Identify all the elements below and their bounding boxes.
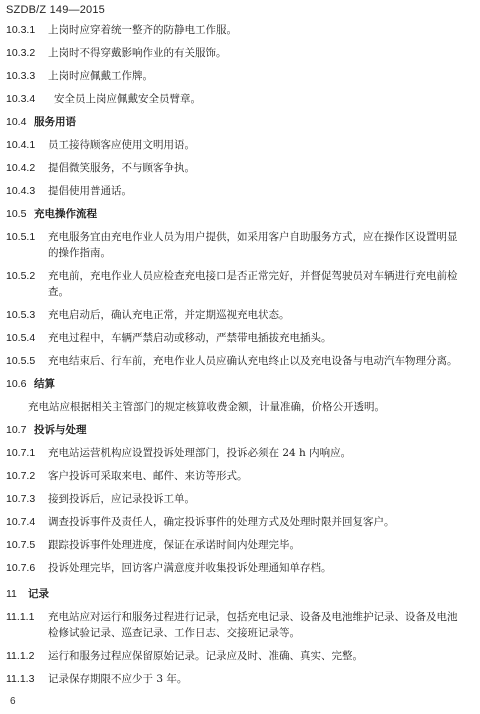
clause-text: 充电服务宜由充电作业人员为用户提供，如采用客户自助服务方式，应在操作区设置明显的操作指南。: [48, 231, 458, 259]
clause-number: 10.7.4: [6, 516, 36, 528]
clause-text: 充电前，充电作业人员应检查充电接口是否正常完好，并督促驾驶员对车辆进行充电前检查。: [48, 270, 458, 298]
clause-number: 10.3.3: [6, 70, 36, 82]
clause-text: 提倡使用普通话。: [48, 185, 132, 197]
standard-code-header: SZDB/Z 149—2015: [6, 4, 105, 16]
clause-10-7-5: [6, 537, 466, 553]
clause-10-5-1: [6, 229, 466, 261]
settlement-paragraph: 充电站应根据相关主管部门的规定核算收费金额，计量准确，价格公开透明。: [28, 401, 385, 413]
section-heading-10-6: [6, 376, 466, 392]
section-number: 10.6: [6, 378, 27, 390]
clause-number: 10.5.2: [6, 270, 36, 282]
clause-text: 上岗时不得穿戴影响作业的有关服饰。: [48, 47, 227, 59]
clause-number: 10.5.1: [6, 231, 36, 243]
clause-10-7-6: [6, 560, 466, 576]
clause-number: 10.5.4: [6, 332, 36, 344]
clause-text: 客户投诉可采取来电、邮件、来访等形式。: [48, 470, 248, 482]
section-heading-11: [6, 586, 466, 602]
clause-text: 充电结束后、行车前，充电作业人员应确认充电终止以及充电设备与电动汽车物理分离。: [48, 355, 458, 367]
section-heading-10-4: [6, 114, 466, 130]
clause-text: 投诉处理完毕，回访客户满意度并收集投诉处理通知单存档。: [48, 562, 332, 574]
clause-10-4-1: [6, 137, 466, 153]
clause-text: 充电站应对运行和服务过程进行记录，包括充电记录、设备及电池维护记录、设备及电池检修试验记录、巡查记录、工作日志、交接班记录等。: [48, 611, 458, 639]
clause-number: 11.1.3: [6, 673, 35, 685]
section-title: 服务用语: [34, 116, 76, 128]
clause-text: 提倡微笑服务，不与顾客争执。: [48, 162, 195, 174]
section-title: 结算: [34, 378, 55, 390]
clause-10-4-3: [6, 183, 466, 199]
clause-11-1-1: [6, 609, 466, 641]
clause-number: 10.4.1: [6, 139, 36, 151]
clause-text: 充电站运营机构应设置投诉处理部门，投诉必须在 24 h 内响应。: [48, 447, 352, 459]
section-number: 10.4: [6, 116, 27, 128]
clause-number: 10.7.6: [6, 562, 36, 574]
clause-10-3-4: [6, 91, 466, 107]
section-number: 10.5: [6, 208, 27, 220]
clause-text: 记录保存期限不应少于 3 年。: [48, 673, 188, 685]
clause-11-1-3: [6, 671, 466, 687]
clause-10-7-4: [6, 514, 466, 530]
clause-number: 10.7.5: [6, 539, 36, 551]
clause-10-5-5: [6, 353, 466, 369]
clause-10-3-2: [6, 45, 466, 61]
clause-10-3-3: [6, 68, 466, 84]
clause-text: 员工接待顾客应使用文明用语。: [48, 139, 195, 151]
section-title: 投诉与处理: [34, 424, 87, 436]
clause-10-4-2: [6, 160, 466, 176]
clause-10-5-2: [6, 268, 466, 300]
section-heading-10-5: [6, 206, 466, 222]
clause-number: 10.4.2: [6, 162, 36, 174]
clause-text: 调查投诉事件及责任人，确定投诉事件的处理方式及处理时限并回复客户。: [48, 516, 395, 528]
page-number: 6: [10, 696, 16, 707]
clause-text: 充电启动后，确认充电正常，并定期巡视充电状态。: [48, 309, 290, 321]
section-title: 记录: [28, 588, 49, 600]
clause-10-7-1: [6, 445, 466, 461]
clause-number: 11.1.1: [6, 611, 35, 623]
clause-number: 10.7.3: [6, 493, 36, 505]
clause-number: 10.3.2: [6, 47, 36, 59]
clause-10-5-4: [6, 330, 466, 346]
clause-11-1-2: [6, 648, 466, 664]
section-number: 10.7: [6, 424, 27, 436]
section-heading-10-7: [6, 422, 466, 438]
clause-10-7-2: [6, 468, 466, 484]
clause-text: 跟踪投诉事件处理进度，保证在承诺时间内处理完毕。: [48, 539, 300, 551]
clause-number: 11.1.2: [6, 650, 35, 662]
clause-10-5-3: [6, 307, 466, 323]
clause-text: 接到投诉后，应记录投诉工单。: [48, 493, 195, 505]
clause-number: 10.5.3: [6, 309, 36, 321]
document-body: [6, 22, 466, 694]
clause-number: 10.3.4: [6, 93, 36, 105]
clause-10-3-1: [6, 22, 466, 38]
clause-text: 运行和服务过程应保留原始记录。记录应及时、准确、真实、完整。: [48, 650, 363, 662]
clause-number: 10.4.3: [6, 185, 36, 197]
section-title: 充电操作流程: [34, 208, 97, 220]
clause-number: 10.7.2: [6, 470, 36, 482]
clause-text: 上岗时应穿着统一整齐的防静电工作服。: [48, 24, 237, 36]
clause-text: 上岗时应佩戴工作牌。: [48, 70, 153, 82]
clause-text: 安全员上岗应佩戴安全员臂章。: [54, 93, 201, 105]
section-number: 11: [6, 588, 17, 600]
clause-number: 10.7.1: [6, 447, 36, 459]
clause-text: 充电过程中，车辆严禁启动或移动，严禁带电插拔充电插头。: [48, 332, 332, 344]
clause-10-7-3: [6, 491, 466, 507]
clause-number: 10.5.5: [6, 355, 36, 367]
clause-number: 10.3.1: [6, 24, 36, 36]
